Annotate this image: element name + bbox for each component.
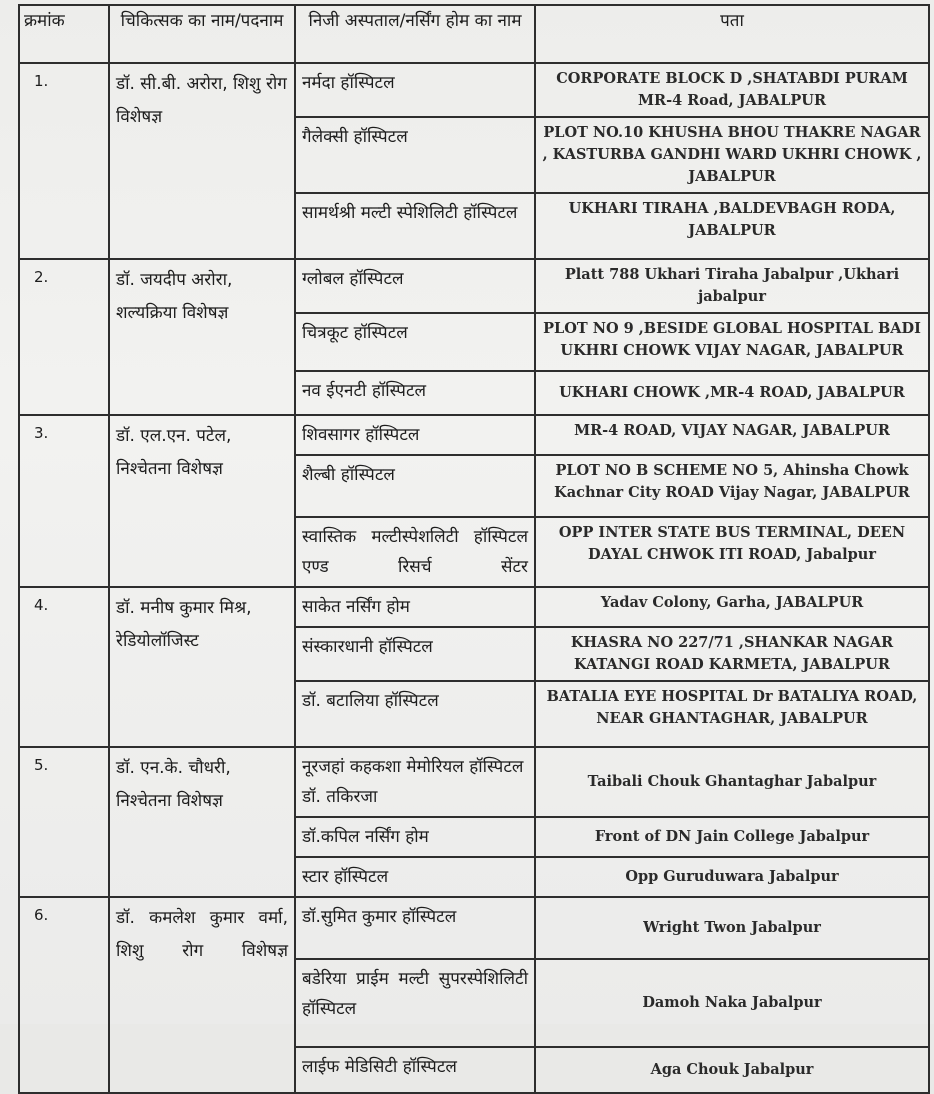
doctor-cell: डॉ. जयदीप अरोरा, शल्यक्रिया विशेषज्ञ (109, 259, 295, 415)
address-cell: Taibali Chouk Ghantaghar Jabalpur (535, 747, 929, 817)
address-cell: OPP INTER STATE BUS TERMINAL, DEEN DAYAL CHWOK ITI ROAD, Jabalpur (535, 517, 929, 587)
header-doctor: चिकित्सक का नाम/पदनाम (109, 5, 295, 63)
doctor-cell: डॉ. सी.बी. अरोरा, शिशु रोग विशेषज्ञ (109, 63, 295, 259)
address-cell: KHASRA NO 227/71 ,SHANKAR NAGAR KATANGI ROAD KARMETA, JABALPUR (535, 627, 929, 681)
hospital-cell: गैलेक्सी हॉस्पिटल (295, 117, 535, 193)
hospital-cell: स्वास्तिक मल्टीस्पेशलिटी हॉस्पिटल एण्ड रिसर्च सेंटर (295, 517, 535, 587)
address-cell: Wright Twon Jabalpur (535, 897, 929, 959)
table-row (19, 415, 929, 455)
doctor-cell: डॉ. एन.के. चौधरी, निश्चेतना विशेषज्ञ (109, 747, 295, 897)
hospital-cell: ग्लोबल हॉस्पिटल (295, 259, 535, 313)
hospital-cell: संस्कारधानी हॉस्पिटल (295, 627, 535, 681)
table-row (19, 587, 929, 627)
hospital-cell: सामर्थश्री मल्टी स्पेशिलिटी हॉस्पिटल (295, 193, 535, 259)
serial-cell: 4. (19, 587, 109, 747)
address-cell: Opp Guruduwara Jabalpur (535, 857, 929, 897)
table-header-row (19, 5, 929, 63)
address-cell: PLOT NO B SCHEME NO 5, Ahinsha Chowk Kachnar City ROAD Vijay Nagar, JABALPUR (535, 455, 929, 517)
address-cell: Aga Chouk Jabalpur (535, 1047, 929, 1093)
hospital-cell: डॉ. बटालिया हॉस्पिटल (295, 681, 535, 747)
address-cell: BATALIA EYE HOSPITAL Dr BATALIYA ROAD, NEAR GHANTAGHAR, JABALPUR (535, 681, 929, 747)
doctor-cell: डॉ. कमलेश कुमार वर्मा, शिशु रोग विशेषज्ञ (109, 897, 295, 1093)
address-cell: PLOT NO.10 KHUSHA BHOU THAKRE NAGAR , KASTURBA GANDHI WARD UKHRI CHOWK , JABALPUR (535, 117, 929, 193)
serial-cell: 5. (19, 747, 109, 897)
address-cell: UKHARI CHOWK ,MR-4 ROAD, JABALPUR (535, 371, 929, 415)
serial-cell: 1. (19, 63, 109, 259)
address-cell: Yadav Colony, Garha, JABALPUR (535, 587, 929, 627)
hospital-cell: लाईफ मेडिसिटी हॉस्पिटल (295, 1047, 535, 1093)
serial-cell: 3. (19, 415, 109, 587)
address-cell: Platt 788 Ukhari Tiraha Jabalpur ,Ukhari jabalpur (535, 259, 929, 313)
serial-cell: 6. (19, 897, 109, 1093)
doctor-cell: डॉ. मनीष कुमार मिश्र, रेडियोलॉजिस्ट (109, 587, 295, 747)
serial-cell: 2. (19, 259, 109, 415)
hospital-cell: नर्मदा हॉस्पिटल (295, 63, 535, 117)
address-cell: PLOT NO 9 ,BESIDE GLOBAL HOSPITAL BADI UKHRI CHOWK VIJAY NAGAR, JABALPUR (535, 313, 929, 371)
address-cell: Damoh Naka Jabalpur (535, 959, 929, 1047)
hospital-cell: नूरजहां कहकशा मेमोरियल हॉस्पिटल डॉ. तकिरजा (295, 747, 535, 817)
address-cell: Front of DN Jain College Jabalpur (535, 817, 929, 857)
hospital-cell: डॉ.कपिल नर्सिंग होम (295, 817, 535, 857)
header-address: पता (535, 5, 929, 63)
table-row (19, 259, 929, 313)
address-cell: UKHARI TIRAHA ,BALDEVBAGH RODA, JABALPUR (535, 193, 929, 259)
table-row (19, 63, 929, 117)
table-row (19, 747, 929, 817)
header-hospital: निजी अस्पताल/नर्सिंग होम का नाम (295, 5, 535, 63)
hospital-table (18, 4, 930, 1094)
hospital-cell: नव ईएनटी हॉस्पिटल (295, 371, 535, 415)
address-cell: CORPORATE BLOCK D ,SHATABDI PURAM MR-4 Road, JABALPUR (535, 63, 929, 117)
doctor-cell: डॉ. एल.एन. पटेल, निश्चेतना विशेषज्ञ (109, 415, 295, 587)
address-cell: MR-4 ROAD, VIJAY NAGAR, JABALPUR (535, 415, 929, 455)
hospital-cell: साकेत नर्सिंग होम (295, 587, 535, 627)
header-serial: क्रमांक (19, 5, 109, 63)
hospital-cell: शैल्बी हॉस्पिटल (295, 455, 535, 517)
table-row (19, 897, 929, 959)
hospital-cell: डॉ.सुमित कुमार हॉस्पिटल (295, 897, 535, 959)
hospital-cell: शिवसागर हॉस्पिटल (295, 415, 535, 455)
hospital-cell: चित्रकूट हॉस्पिटल (295, 313, 535, 371)
hospital-cell: बडेरिया प्राईम मल्टी सुपरस्पेशिलिटी हॉस्पिटल (295, 959, 535, 1047)
hospital-cell: स्टार हॉस्पिटल (295, 857, 535, 897)
